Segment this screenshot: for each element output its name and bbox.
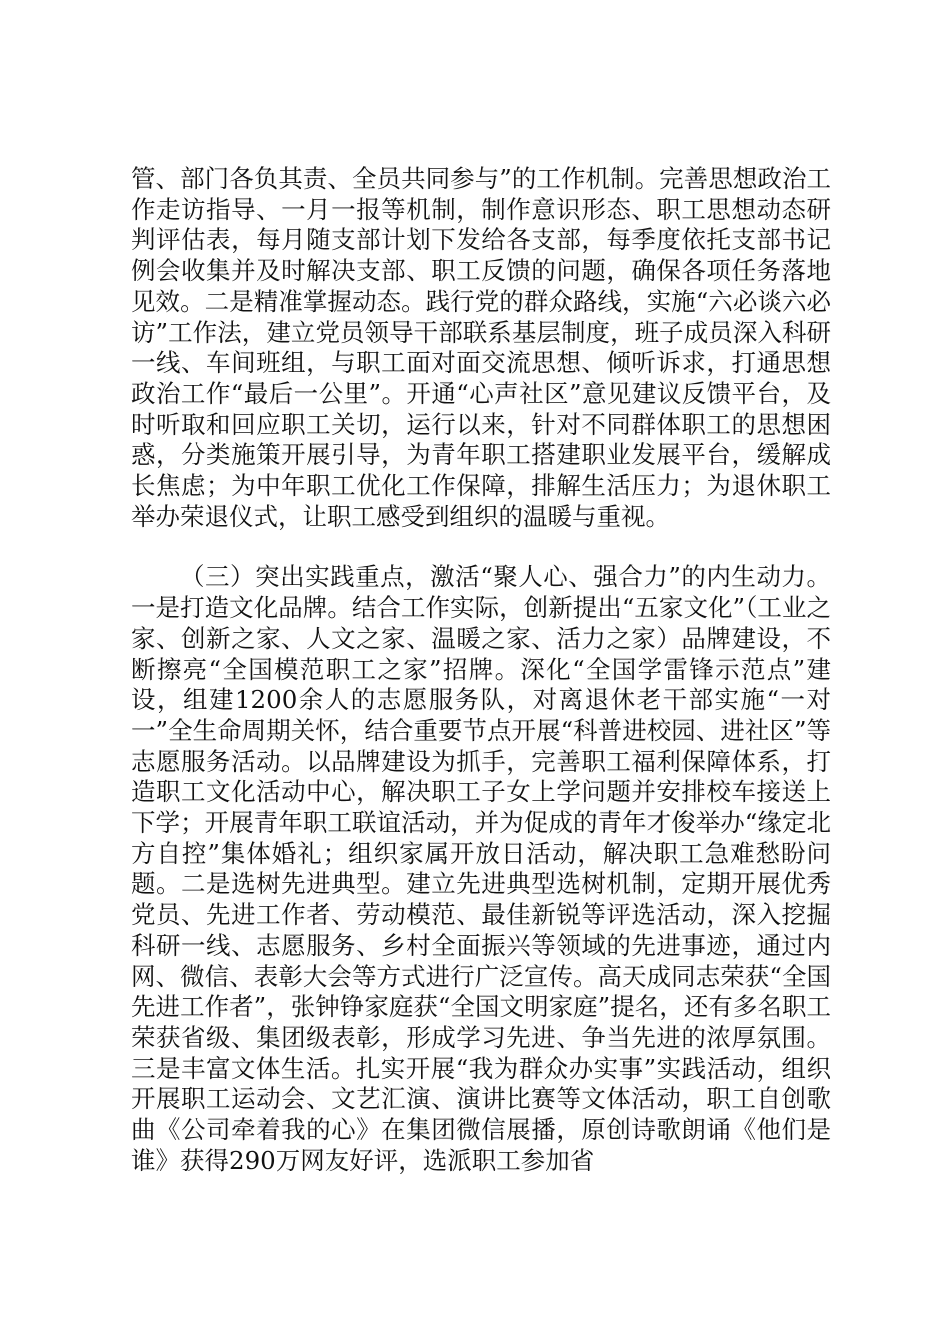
paragraph-section-three: （三）突出实践重点，激活“聚人心、强合力”的内生动力。一是打造文化品牌。结合工作实际，创新提出“五家文化”（工业之家、创新之家、人文之家、温暖之家、活力之家）品牌建设，不断擦亮“全国模范职工之家”招牌。深化“全国学雷锋示范点”建设，组建1200余人的志愿服务队，对离退休老干部实施“一对一”全生命周期关怀，结合重要节点开展“科普进校园、进社区”等志愿服务活动。以品牌建设为抓手，完善职工福利保障体系，打造职工文化活动中心，解决职工子女上学问题并安排校车接送上下学；开展青年职工联谊活动，并为促成的青年才俊举办“缘定北方自控”集体婚礼；组织家属开放日活动，解决职工急难愁盼问题。二是选树先进典型。建立先进典型选树机制，定期开展优秀党员、先进工作者、劳动模范、最佳新锐等评选活动，深入挖掘科研一线、志愿服务、乡村全面振兴等领域的先进事迹，通过内网、微信、表彰大会等方式进行广泛宣传。高天成同志荣获“全国先进工作者”，张钟铮家庭获“全国文明家庭”提名，还有多名职工荣获省级、集团级表彰，形成学习先进、争当先进的浓厚氛围。三是丰富文体生活。扎实开展“我为群众办实事”实践活动，组织开展职工运动会、文艺汇演、演讲比赛等文体活动，职工自创歌曲《公司牵着我的心》在集团微信展播，原创诗歌朗诵《他们是谁》获得290万网友好评，选派职工参加省 [131, 562, 831, 1175]
document-body [131, 164, 831, 1177]
paragraph-continuation: 管、部门各负其责、全员共同参与”的工作机制。完善思想政治工作走访指导、一月一报等机制，制作意识形态、职工思想动态研判评估表，每月随支部计划下发给各支部，每季度依托支部书记例会收集并及时解决支部、职工反馈的问题，确保各项任务落地见效。二是精准掌握动态。践行党的群众路线，实施“六必谈六必访”工作法，建立党员领导干部联系基层制度，班子成员深入科研一线、车间班组，与职工面对面交流思想、倾听诉求，打通思想政治工作“最后一公里”。开通“心声社区”意见建议反馈平台，及时听取和回应职工关切，运行以来，针对不同群体职工的思想困惑，分类施策开展引导，为青年职工搭建职业发展平台，缓解成长焦虑；为中年职工优化工作保障，排解生活压力；为退休职工举办荣退仪式，让职工感受到组织的温暖与重视。 [131, 164, 831, 531]
